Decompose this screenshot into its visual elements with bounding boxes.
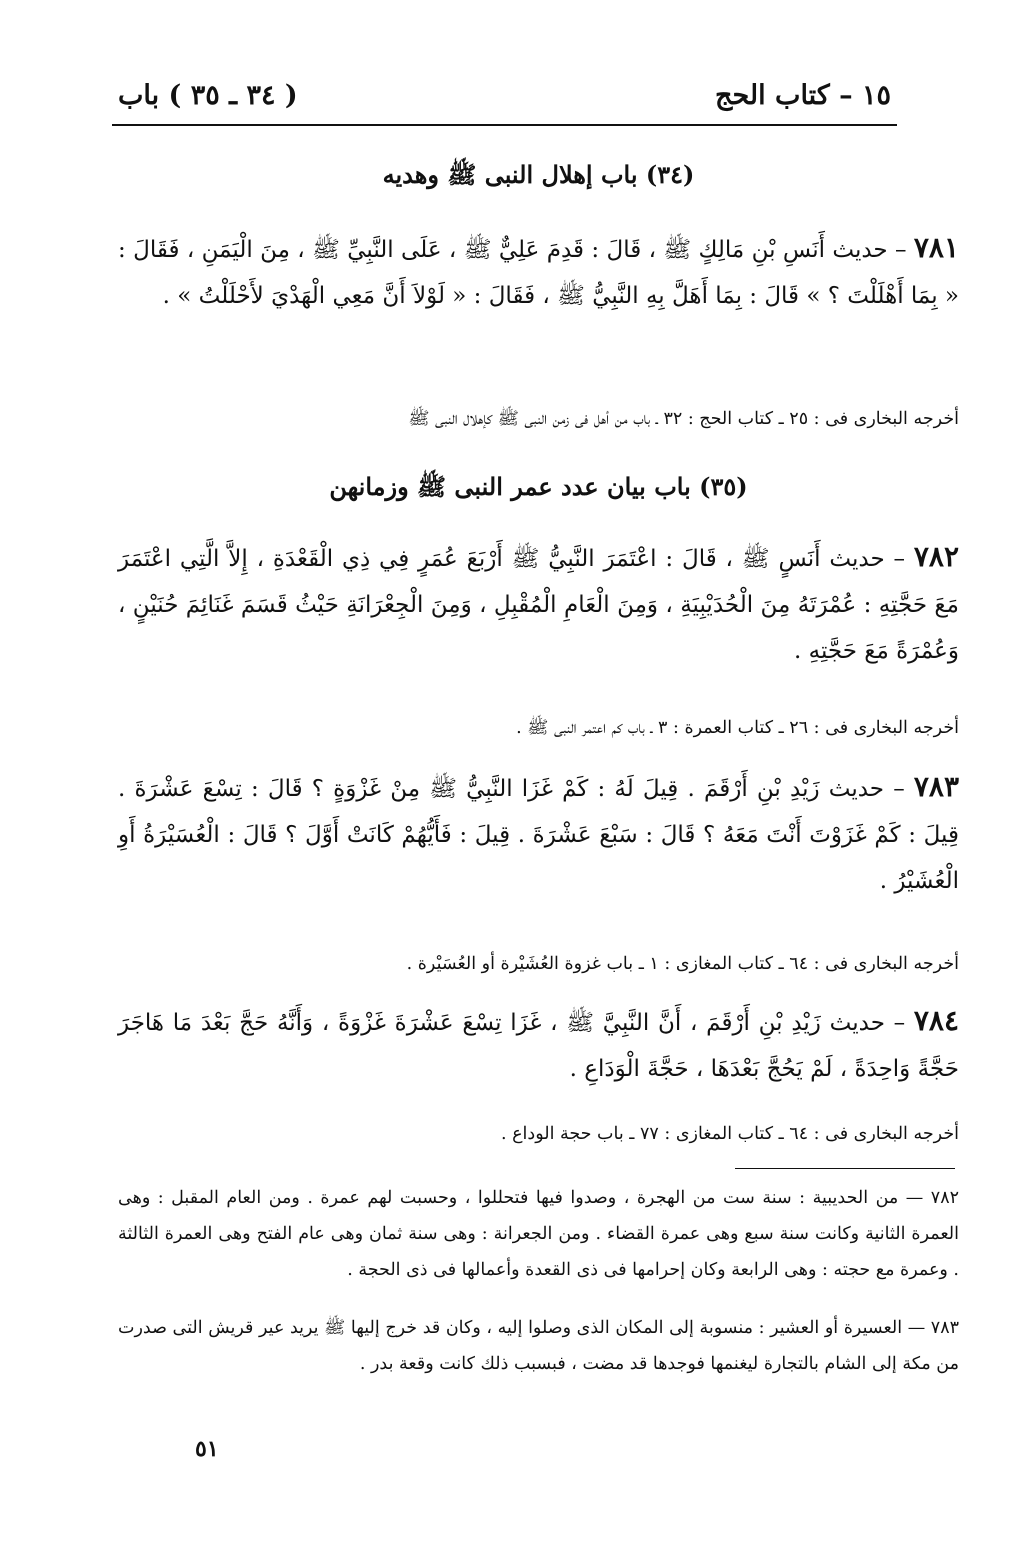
hadith-781-source: أخرجه البخارى فى : ٢٥ ـ كتاب الحج : ٣٢ ـ باب من أهل فى زمن النبى ﷺ كإهلال النبى ﷺ (408, 409, 959, 429)
footnote-783: ٧٨٣ — العسيرة أو العشير : منسوبة إلى المكان الذى وصلوا إليه ، وكان قد خرج إليها ﷺ يريد عير قريش التى صدرت من مكة إلى الشام بالتجارة ليغنمها فوجدها قد مضت ، فبسبب ذلك كانت وقعة بدر . (118, 1318, 959, 1374)
hadith-784 (118, 998, 959, 1092)
page-number: ٥١ (195, 1436, 219, 1462)
hadith-782-source: أخرجه البخارى فى : ٢٦ ـ كتاب العمرة : ٣ ـ باب كم اعتمر النبى ﷺ . (516, 718, 959, 738)
hadith-783-source: أخرجه البخارى فى : ٦٤ ـ كتاب المغازى : ١ ـ باب غزوة العُشَيْرة أو العُسَيْرة . (406, 954, 959, 974)
header-rule (112, 124, 897, 126)
hadith-text: – حديث زَيْدِ بْنِ أَرْقَمَ ، أَنَّ النَّبِيَّ ﷺ ، غَزَا تِسْعَ عَشْرَةَ غَزْوَةً ، وَأَنَّهُ حَجَّ بَعْدَ مَا هَاجَرَ حَجَّةً وَاحِدَةً ، لَمْ يَحُجَّ بَعْدَهَا ، حَجَّةَ الْوَدَاعِ . (118, 1010, 959, 1082)
book-title: ١٥ – كتاب الحج (715, 80, 891, 111)
hadith-781 (118, 225, 959, 319)
hadith-783 (118, 764, 959, 904)
hadith-number: ٧٨٢ (913, 540, 959, 573)
hadith-number: ٧٨٣ (913, 770, 959, 803)
hadith-784-source: أخرجه البخارى فى : ٦٤ ـ كتاب المغازى : ٧٧ ـ باب حجة الوداع . (500, 1124, 959, 1144)
hadith-number: ٧٨١ (913, 231, 959, 264)
chapter-34-title: (٣٤) باب إهلال النبى ﷺ وهديه (382, 160, 695, 189)
running-head (118, 80, 891, 124)
hadith-text: – حديث أَنَسِ بْنِ مَالِكٍ ﷺ ، قَالَ : قَدِمَ عَلِيٌّ ﷺ ، عَلَى النَّبِيِّ ﷺ ، مِنَ الْيَمَنِ ، فَقَالَ : « بِمَا أَهْلَلْتَ ؟ » قَالَ : بِمَا أَهَلَّ بِهِ النَّبِيُّ ﷺ ، فَقَالَ : « لَوْلاَ أَنَّ مَعِي الْهَدْيَ لأَحْلَلْتُ » . (118, 237, 959, 309)
hadith-number: ٧٨٤ (913, 1004, 959, 1037)
hadith-text: – حديث زَيْدِ بْنِ أَرْقَمَ . قِيلَ لَهُ : كَمْ غَزَا النَّبِيُّ ﷺ مِنْ غَزْوَةٍ ؟ قَالَ : تِسْعَ عَشْرَةَ . قِيلَ : كَمْ غَزَوْتَ أَنْتَ مَعَهُ ؟ قَالَ : سَبْعَ عَشْرَةَ . قِيلَ : فَأَيُّهُمْ كَانَتْ أَوَّلَ ؟ قَالَ : الْعُسَيْرَةُ أَوِ الْعُشَيْرُ . (118, 776, 959, 894)
chapter-35-title: (٣٥) باب بيان عدد عمر النبى ﷺ وزمانهن (329, 472, 748, 501)
chapter-range: ( ٣٤ ـ ٣٥ ) باب (118, 80, 298, 111)
footnote-rule (735, 1168, 955, 1169)
hadith-782 (118, 534, 959, 674)
footnote-782: ٧٨٢ — من الحديبية : سنة ست من الهجرة ، وصدوا فيها فتحللوا ، وحسبت لهم عمرة . ومن العام المقبل : وهى العمرة الثانية وكانت سنة سبع وهى عمرة القضاء . ومن الجعرانة : وهى سنة ثمان وهى عام الفتح وهى العمرة الثالثة . وعمرة مع حجته : وهى الرابعة وكان إحرامها فى ذى القعدة وأعمالها فى ذى الحجة . (118, 1188, 959, 1280)
hadith-text: – حديث أَنَسٍ ﷺ ، قَالَ : اعْتَمَرَ النَّبِيُّ ﷺ أَرْبَعَ عُمَرٍ فِي ذِي الْقَعْدَةِ ، إِلاَّ الَّتِي اعْتَمَرَ مَعَ حَجَّتِهِ : عُمْرَتَهُ مِنَ الْحُدَيْبِيَةِ ، وَمِنَ الْعَامِ الْمُقْبِلِ ، وَمِنَ الْجِعْرَانَةِ حَيْثُ قَسَمَ غَنَائِمَ حُنَيْنٍ ، وَعُمْرَةً مَعَ حَجَّتِهِ . (118, 546, 959, 664)
